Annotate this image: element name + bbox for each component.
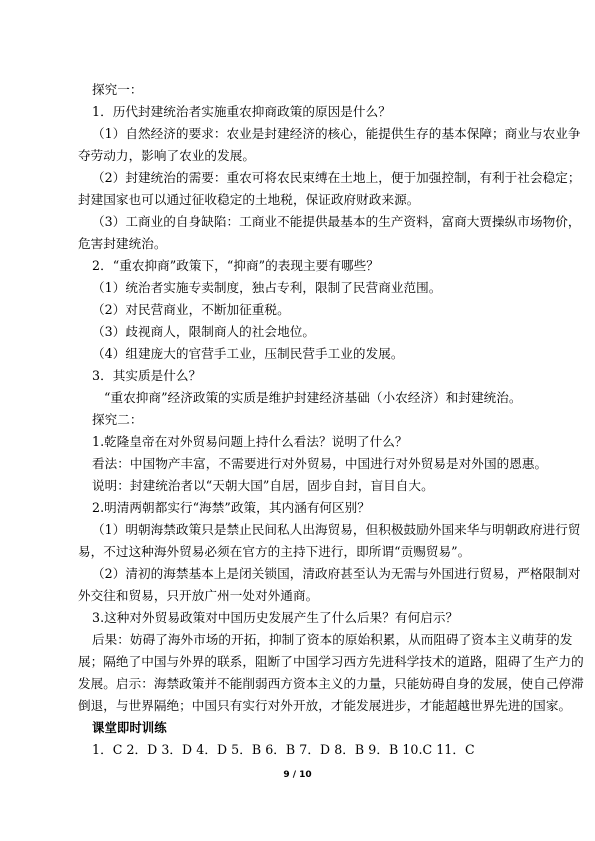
paragraph-line: “重农抑商”经济政策的实质是维护封建经济基础（小农经济）和封建统治。 <box>104 390 522 405</box>
paragraph-line: （4）组建庞大的官营手工业，压制民营手工业的发展。 <box>92 346 404 361</box>
section-heading-classroom-practice: 课堂即时训练 <box>92 720 167 735</box>
paragraph-line: （2）清初的海禁基本上是闭关锁国，清政府甚至认为无需与外国进行贸易，严格限制对 <box>92 566 581 581</box>
paragraph-line: 封建国家也可以通过征收稳定的土地税，保证政府财政来源。 <box>78 192 420 207</box>
page-number: 9 / 10 <box>283 770 312 780</box>
answer-key-line: 1．C 2．D 3．D 4．D 5．B 6．B 7．D 8．B 9．B 10.C 11．C <box>92 742 475 757</box>
paragraph-line: （2）封建统治的需要：重农可将农民束缚在土地上，便于加强控制，有利于社会稳定； <box>92 170 581 185</box>
section-heading-explore-two: 探究二： <box>92 412 143 427</box>
question-2-text: 2.明清两朝都实行“海禁”政策，其内涵有何区别？ <box>92 500 370 515</box>
paragraph-line: 发展。启示：海禁政策并不能削弱西方资本主义的力量，只能妨碍自身的发展，使自己停滞 <box>78 676 584 691</box>
paragraph-line: （1）统治者实施专卖制度，独占专利，限制了民营商业范围。 <box>92 280 442 295</box>
paragraph-line: 危害封建统治。 <box>78 236 167 251</box>
question-1-text: 1.乾隆皇帝在对外贸易问题上持什么看法？说明了什么？ <box>92 434 408 449</box>
paragraph-line: （3）工商业的自身缺陷：工商业不能提供最基本的生产资料，富商大贾操纵市场物价， <box>92 214 581 229</box>
paragraph-line: 展；隔绝了中国与外界的联系，阻断了中国学习西方先进科学技术的道路，阻碍了生产力的 <box>78 654 584 669</box>
paragraph-line: （1）自然经济的要求：农业是封建经济的核心，能提供生存的基本保障；商业与农业争 <box>92 126 581 141</box>
question-2-text: 2．“重农抑商”政策下，“抑商”的表现主要有哪些？ <box>92 258 379 273</box>
section-heading-explore-one: 探究一： <box>92 82 143 97</box>
paragraph-line: 说明：封建统治者以“天朝大国”自居，固步自封，盲目自大。 <box>92 478 434 493</box>
question-3-text: 3．其实质是什么？ <box>92 368 202 383</box>
question-1-text: 1．历代封建统治者实施重农抑商政策的原因是什么？ <box>92 104 391 119</box>
paragraph-line: 后果：妨碍了海外市场的开拓，抑制了资本的原始积累，从而阻碍了资本主义萌芽的发 <box>92 632 573 647</box>
paragraph-line: （2）对民营商业，不断加征重税。 <box>92 302 290 317</box>
paragraph-line: （3）歧视商人，限制商人的社会地位。 <box>92 324 316 339</box>
paragraph-line: 夺劳动力，影响了农业的发展。 <box>78 148 256 163</box>
paragraph-line: 易，不过这种海外贸易必须在官方的主持下进行，即所谓“贡赐贸易”。 <box>78 544 471 559</box>
paragraph-line: 倒退，与世界隔绝；中国只有实行对外开放，才能发展进步，才能超越世界先进的国家。 <box>78 698 572 713</box>
question-3-text: 3.这种对外贸易政策对中国历史发展产生了什么后果？有何启示？ <box>92 610 459 625</box>
paragraph-line: （1）明朝海禁政策只是禁止民间私人出海贸易，但积极鼓励外国来华与明朝政府进行贸 <box>92 522 581 537</box>
paragraph-line: 外交往和贸易，只开放广州一处对外通商。 <box>78 588 319 603</box>
paragraph-line: 看法：中国物产丰富，不需要进行对外贸易，中国进行对外贸易是对外国的恩惠。 <box>92 456 548 471</box>
